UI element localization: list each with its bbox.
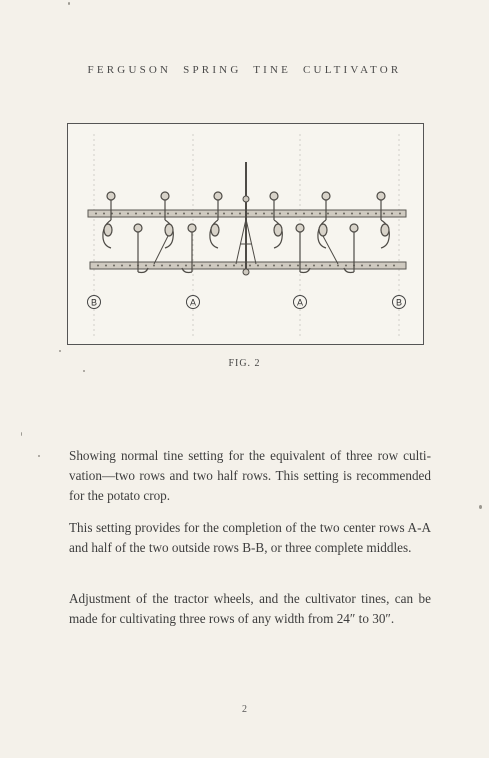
paper-speck <box>68 2 70 5</box>
row-marker-b-right <box>393 296 406 309</box>
row-marker-a-left <box>187 296 200 309</box>
page-number: 2 <box>242 704 247 715</box>
figure-caption: FIG. 2 <box>228 358 261 369</box>
svg-text:A: A <box>296 297 304 308</box>
paper-speck <box>21 432 22 436</box>
svg-text:B: B <box>395 297 403 308</box>
paper-speck <box>38 455 40 457</box>
svg-text:A: A <box>189 297 197 308</box>
row-markers <box>68 124 423 344</box>
svg-text:B: B <box>90 297 98 308</box>
paper-speck <box>59 350 61 352</box>
paragraph-adjustment: Adjustment of the tractor wheels, and the cultivator tines, can be made for cultivating three rows of any width from 24″ to 30″. <box>69 591 431 627</box>
figure-frame <box>67 123 424 345</box>
row-marker-b-left <box>88 296 101 309</box>
row-marker-a-right <box>294 296 307 309</box>
running-title: FERGUSON SPRING TINE CULTIVATOR <box>87 64 402 76</box>
paragraph-row-completion: This setting provides for the completion of the two center rows A-A and half of the two outside rows B-B, or three complete middles. <box>69 520 431 556</box>
paper-speck <box>83 370 85 372</box>
paragraph-tine-setting: Showing normal tine setting for the equivalent of three row culti-vation—two rows and two half rows. This setting is recommended for the potato crop. <box>69 448 431 504</box>
paper-speck <box>479 505 482 509</box>
